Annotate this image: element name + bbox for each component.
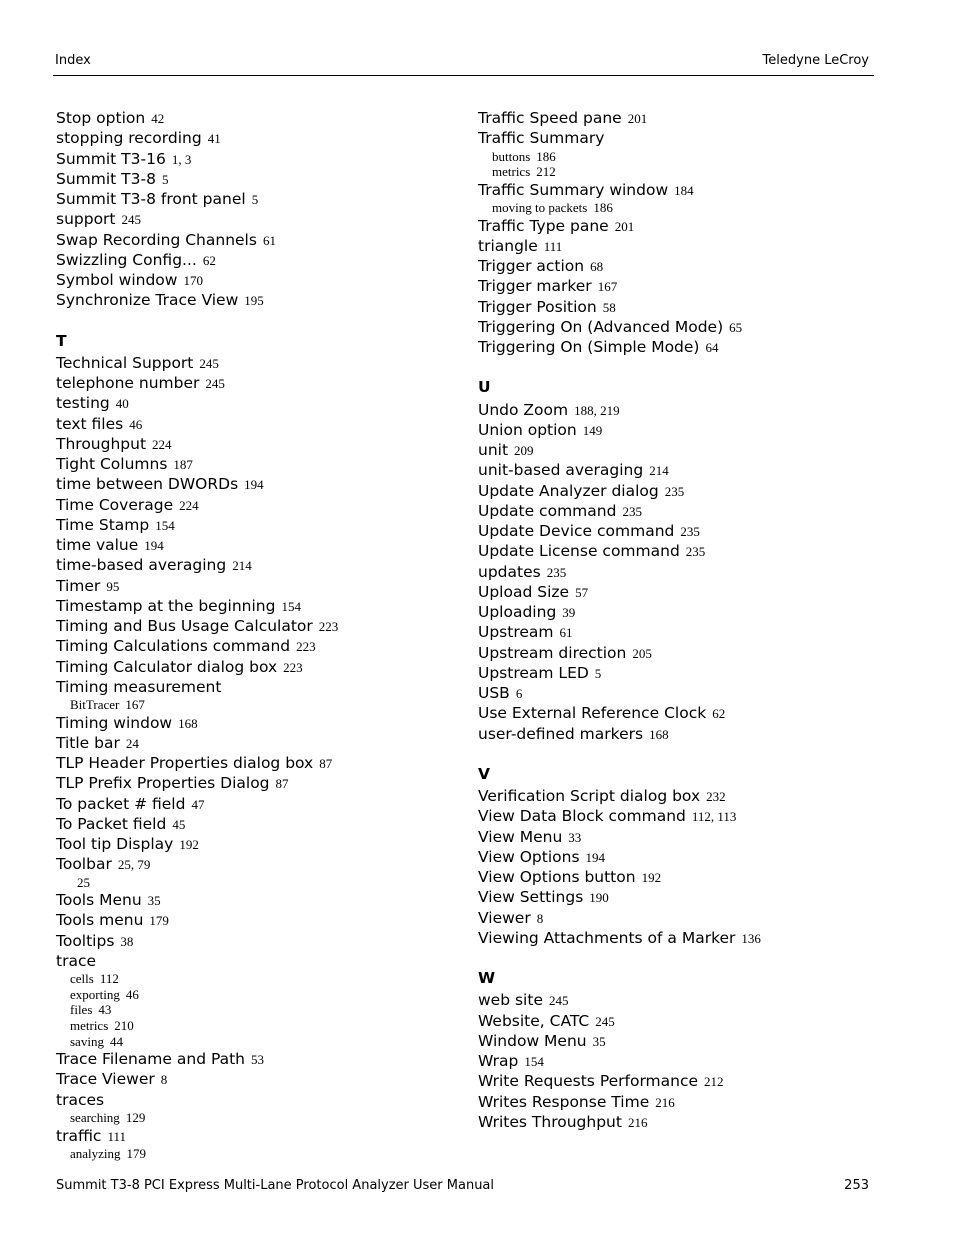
index-entry [56, 834, 456, 854]
index-page-numbers: 214 [649, 463, 669, 479]
index-entry [56, 733, 456, 753]
index-page-numbers: 8 [160, 1072, 168, 1088]
index-term: buttons [492, 148, 531, 164]
index-entry [478, 602, 878, 622]
index-page-numbers: 1, 3 [171, 151, 192, 167]
index-entry [478, 400, 878, 420]
index-term: Swap Recording Channels [56, 230, 257, 249]
index-term: time value [56, 536, 139, 554]
index-entry [56, 515, 456, 535]
index-page-numbers: 47 [191, 796, 205, 812]
index-section-letter: T [56, 331, 67, 350]
index-term: Update command [478, 501, 617, 520]
index-page-numbers: 87 [319, 756, 333, 772]
index-term: Verification Script dialog box [478, 787, 701, 806]
index-entry [56, 128, 456, 148]
index-page-numbers: 87 [275, 776, 289, 792]
index-section-letter: V [478, 764, 490, 783]
index-page-numbers: 192 [641, 870, 662, 886]
index-term: Synchronize Trace View [56, 291, 239, 310]
index-page-numbers: 190 [589, 890, 609, 906]
index-term: time between DWORDs [56, 475, 239, 494]
index-page-numbers: 187 [173, 457, 193, 472]
index-term: Timing and Bus Usage Calculator [56, 617, 313, 635]
index-page-numbers: 205 [632, 645, 652, 661]
index-term: Timing Calculations command [56, 637, 291, 656]
index-entry [56, 108, 456, 128]
index-term: saving [70, 1033, 104, 1049]
index-entry [56, 434, 456, 454]
index-term: Traffic Speed pane [478, 109, 622, 127]
index-term: Upstream [478, 623, 554, 642]
index-page-numbers: 170 [183, 273, 203, 288]
index-page-numbers: 65 [729, 319, 743, 335]
index-term: View Menu [478, 827, 563, 846]
index-subentry [56, 987, 456, 1003]
index-term: trace [56, 951, 97, 970]
index-term: searching [70, 1109, 120, 1125]
index-term: Trace Viewer [56, 1070, 155, 1089]
index-entry [478, 622, 878, 642]
index-term: Timestamp at the beginning [56, 596, 276, 615]
index-subentry [56, 971, 456, 987]
index-term: Trace Filename and Path [56, 1050, 246, 1069]
index-entry [56, 596, 456, 616]
index-entry [478, 337, 878, 357]
index-page-numbers: 6 [515, 686, 523, 702]
index-term: Tools menu [56, 911, 144, 930]
index-term: Viewing Attachments of a Marker [478, 928, 736, 947]
index-page-numbers: 112, 113 [691, 809, 737, 825]
index-entry [478, 108, 878, 128]
index-term: Summit T3-8 front panel [56, 190, 246, 208]
index-entry [478, 501, 878, 521]
index-page-numbers: 53 [251, 1052, 265, 1068]
index-entry [56, 189, 456, 209]
index-page-numbers: 212 [536, 164, 556, 180]
index-subentry [56, 1034, 456, 1050]
index-entry [56, 149, 456, 169]
index-entry [478, 1092, 878, 1112]
index-page-numbers: 43 [98, 1002, 112, 1018]
index-page-numbers: 201 [614, 218, 635, 234]
index-entry [478, 582, 878, 602]
index-term: Trigger marker [478, 277, 592, 296]
index-term: Tight Columns [56, 455, 168, 473]
index-page-numbers: 167 [125, 697, 145, 712]
index-entry [56, 854, 456, 874]
index-entry [56, 535, 456, 555]
index-page-numbers: 179 [149, 913, 169, 929]
index-entry [56, 773, 456, 793]
index-page-numbers: 235 [685, 544, 706, 560]
index-page-numbers: 33 [568, 829, 582, 845]
index-entry [56, 576, 456, 596]
index-page-numbers: 62 [202, 252, 216, 268]
index-term: traces [56, 1090, 105, 1109]
index-term: Summit T3-16 [56, 149, 166, 168]
index-entry [56, 169, 456, 189]
index-subentry [56, 875, 456, 891]
index-entry [56, 636, 456, 656]
index-entry [56, 1126, 456, 1146]
index-page-numbers: 5 [161, 171, 169, 187]
index-term: Trigger action [478, 257, 585, 276]
header-rule [53, 75, 874, 76]
index-term: Time Coverage [56, 495, 174, 514]
index-term: stopping recording [56, 129, 202, 148]
index-page-numbers: 39 [562, 605, 576, 621]
index-term: TLP Prefix Properties Dialog [56, 774, 270, 793]
index-term: Viewer [478, 908, 531, 927]
index-page-numbers: 25, 79 [117, 857, 151, 873]
index-subentry [56, 1018, 456, 1034]
index-term: BitTracer [70, 697, 120, 712]
index-term: Symbol window [56, 271, 178, 289]
index-term: Wrap [478, 1052, 519, 1071]
index-entry [478, 663, 878, 683]
index-term: Website, CATC [478, 1011, 590, 1030]
index-entry [478, 562, 878, 582]
index-entry [478, 786, 878, 806]
index-page-numbers: 64 [705, 340, 719, 356]
index-entry [478, 541, 878, 561]
index-page-numbers: 245 [595, 1013, 615, 1029]
index-page-numbers: 179 [126, 1145, 147, 1161]
index-entry [56, 616, 456, 636]
index-entry [478, 908, 878, 928]
index-page-numbers: 112 [99, 971, 119, 987]
index-subentry [56, 1146, 456, 1162]
index-term: testing [56, 394, 110, 413]
index-subentry [478, 149, 878, 165]
index-entry [56, 454, 456, 474]
index-term: USB [478, 684, 510, 703]
index-subentry [478, 164, 878, 180]
index-entry [56, 794, 456, 814]
index-entry [56, 230, 456, 250]
index-entry [478, 928, 878, 948]
index-entry [478, 887, 878, 907]
index-term: Stop option [56, 109, 146, 127]
index-page-numbers: 232 [706, 789, 726, 805]
index-entry [56, 209, 456, 229]
index-entry [478, 128, 878, 148]
index-page-numbers: 38 [120, 933, 134, 949]
index-term: Timer [56, 576, 101, 595]
index-page-numbers: 35 [147, 893, 161, 909]
index-entry [56, 657, 456, 677]
index-term: telephone number [56, 374, 200, 392]
index-page-numbers: 184 [674, 182, 694, 198]
index-entry [478, 724, 878, 744]
index-term: Window Menu [478, 1031, 587, 1050]
index-term: Timing Calculator dialog box [56, 657, 278, 676]
index-entry [478, 1011, 878, 1031]
index-entry [56, 677, 456, 697]
index-entry [56, 393, 456, 413]
index-entry [56, 1049, 456, 1069]
index-entry [478, 867, 878, 887]
index-term: View Options button [478, 868, 636, 887]
index-term: Time Stamp [56, 515, 150, 534]
index-page-numbers: 58 [602, 299, 616, 315]
index-term: traffic [56, 1126, 102, 1145]
index-term: Writes Response Time [478, 1092, 650, 1111]
index-term: analyzing [70, 1145, 121, 1161]
index-term: Throughput [56, 434, 147, 453]
index-entry [478, 806, 878, 826]
index-page-numbers: 154 [524, 1054, 544, 1070]
index-page-numbers: 235 [664, 483, 685, 499]
index-page-numbers: 245 [205, 376, 225, 391]
index-term: moving to packets [492, 199, 588, 215]
index-page-numbers: 188, 219 [574, 402, 620, 418]
index-page-numbers: 46 [129, 416, 143, 432]
index-page-numbers: 61 [559, 625, 573, 641]
index-page-numbers: 224 [179, 497, 199, 513]
index-entry [56, 931, 456, 951]
index-page-numbers: 40 [115, 396, 129, 412]
index-entry [478, 460, 878, 480]
index-term: View Settings [478, 888, 584, 907]
index-entry [56, 555, 456, 575]
index-page-numbers: 42 [151, 111, 165, 126]
index-page-numbers: 111 [543, 238, 563, 254]
index-term: Traffic Type pane [478, 216, 609, 235]
index-subentry [56, 1002, 456, 1018]
index-entry [478, 276, 878, 296]
index-page-numbers: 186 [536, 148, 556, 164]
index-term: metrics [70, 1017, 109, 1033]
index-column-right [478, 108, 878, 1132]
index-entry [56, 910, 456, 930]
index-subentry [56, 697, 456, 713]
index-page-numbers: 224 [152, 436, 172, 452]
header-right-text: Teledyne LeCroy [762, 53, 869, 68]
index-term: cells [70, 971, 94, 987]
footer-page-number: 253 [844, 1178, 869, 1193]
index-page-numbers: 25 [77, 874, 90, 890]
index-page-numbers: 154 [155, 517, 175, 533]
index-term: Update Device command [478, 522, 675, 541]
index-page-numbers: 154 [281, 598, 301, 614]
index-term: unit [478, 441, 509, 460]
index-entry [478, 990, 878, 1010]
index-term: Upstream LED [478, 663, 589, 682]
index-page-numbers: 136 [741, 930, 761, 946]
index-term: Tool tip Display [56, 835, 174, 854]
index-entry [478, 643, 878, 663]
index-entry [478, 827, 878, 847]
index-term: Traffic Summary [478, 129, 605, 148]
index-entry [56, 951, 456, 971]
index-term: triangle [478, 236, 538, 255]
index-page-numbers: 111 [107, 1128, 127, 1144]
index-entry [478, 703, 878, 723]
index-page-numbers: 8 [536, 910, 544, 926]
index-entry [478, 420, 878, 440]
index-page-numbers: 168 [178, 715, 198, 731]
index-term: Tooltips [56, 931, 115, 950]
index-page-numbers: 210 [114, 1017, 134, 1033]
index-page-numbers: 235 [622, 503, 642, 519]
index-term: Timing window [56, 713, 173, 732]
index-page-numbers: 216 [627, 1114, 648, 1130]
index-term: Timing measurement [56, 677, 222, 696]
index-term: Write Requests Performance [478, 1072, 699, 1091]
index-page-numbers: 46 [125, 986, 139, 1002]
index-section-letter: U [478, 378, 491, 397]
footer-manual-title: Summit T3-8 PCI Express Multi-Lane Protocol Analyzer User Manual [56, 1178, 495, 1193]
index-page-numbers: 192 [179, 837, 199, 853]
index-term: Update License command [478, 542, 680, 561]
index-page-numbers: 209 [514, 443, 534, 459]
index-term: Summit T3-8 [56, 169, 156, 188]
index-page-numbers: 45 [172, 816, 186, 832]
index-page-numbers: 62 [712, 706, 726, 722]
index-page-numbers: 223 [318, 619, 339, 634]
index-term: Technical Support [56, 353, 194, 372]
index-term: Swizzling Config... [56, 250, 197, 269]
index-term: Triggering On (Simple Mode) [478, 338, 700, 357]
index-page-numbers: 68 [590, 259, 604, 275]
index-page-numbers: 216 [655, 1094, 675, 1110]
index-term: To packet # field [56, 794, 186, 813]
index-term: user-defined markers [478, 724, 644, 743]
index-entry [56, 1069, 456, 1089]
index-page-numbers: 168 [649, 726, 669, 742]
index-page-numbers: 44 [109, 1033, 123, 1049]
index-page-numbers: 5 [594, 665, 602, 681]
index-term: updates [478, 562, 541, 581]
index-entry [478, 256, 878, 276]
index-page-numbers: 245 [199, 355, 219, 371]
index-section-letter: W [478, 969, 496, 988]
index-term: To Packet field [56, 814, 167, 833]
index-column-left [56, 108, 456, 1161]
index-page-numbers: 35 [592, 1033, 606, 1049]
index-entry [478, 440, 878, 460]
index-page-numbers: 186 [593, 199, 613, 215]
index-entry [56, 373, 456, 393]
index-page-numbers: 167 [597, 279, 618, 295]
index-page-numbers: 201 [627, 111, 648, 126]
index-page-numbers: 41 [207, 131, 221, 147]
index-term: View Data Block command [478, 807, 686, 826]
index-subentry [56, 1110, 456, 1126]
index-entry [478, 1071, 878, 1091]
index-entry [56, 1090, 456, 1110]
index-page-numbers: 24 [125, 735, 139, 751]
index-page-numbers: 235 [546, 564, 567, 580]
index-entry [56, 353, 456, 373]
index-term: Upstream direction [478, 643, 627, 662]
index-term: Trigger Position [478, 297, 597, 316]
index-page-numbers: 129 [125, 1109, 146, 1125]
index-entry [478, 683, 878, 703]
index-entry [56, 414, 456, 434]
index-term: Undo Zoom [478, 400, 569, 419]
index-page-numbers: 223 [296, 639, 316, 655]
index-term: metrics [492, 164, 531, 180]
index-term: Writes Throughput [478, 1112, 622, 1131]
index-entry [478, 1031, 878, 1051]
index-term: Title bar [56, 733, 120, 752]
index-subentry [478, 200, 878, 216]
index-entry [56, 753, 456, 773]
header-left-text: Index [55, 53, 91, 68]
index-term: support [56, 210, 116, 229]
index-entry [56, 270, 456, 290]
index-entry [56, 250, 456, 270]
index-entry [56, 290, 456, 310]
index-entry [56, 713, 456, 733]
index-term: web site [478, 991, 543, 1010]
index-entry [478, 521, 878, 541]
index-page-numbers: 214 [232, 558, 252, 574]
index-entry [478, 180, 878, 200]
index-entry [478, 297, 878, 317]
index-entry [478, 847, 878, 867]
index-page-numbers: 212 [704, 1074, 724, 1090]
index-term: Uploading [478, 603, 557, 622]
index-page-numbers: 194 [585, 849, 606, 865]
index-entry [478, 216, 878, 236]
index-entry [56, 495, 456, 515]
index-entry [478, 236, 878, 256]
index-page-numbers: 195 [244, 293, 264, 309]
index-term: TLP Header Properties dialog box [56, 754, 314, 773]
index-term: Upload Size [478, 582, 570, 601]
index-entry [56, 890, 456, 910]
index-entry [478, 317, 878, 337]
index-term: exporting [70, 986, 120, 1002]
index-page-numbers: 223 [283, 659, 303, 675]
index-term: Union option [478, 420, 577, 439]
index-page-numbers: 245 [121, 212, 142, 228]
index-page-numbers: 5 [251, 192, 259, 207]
index-term: files [70, 1002, 93, 1018]
index-page-numbers: 245 [548, 993, 569, 1009]
index-page-numbers: 194 [244, 477, 264, 493]
index-term: View Options [478, 847, 580, 866]
index-page-numbers: 95 [106, 578, 120, 594]
index-page-numbers: 149 [582, 422, 603, 438]
index-term: Use External Reference Clock [478, 704, 707, 723]
index-page-numbers: 235 [680, 524, 700, 540]
index-page-numbers: 61 [262, 232, 276, 248]
index-term: unit-based averaging [478, 461, 644, 480]
index-term: Toolbar [56, 855, 112, 874]
index-term: Update Analyzer dialog [478, 481, 659, 500]
index-page-numbers: 194 [144, 538, 164, 553]
index-page-numbers: 57 [575, 584, 589, 600]
index-entry [478, 481, 878, 501]
index-entry [478, 1051, 878, 1071]
index-term: Traffic Summary window [478, 180, 669, 199]
index-entry [478, 1112, 878, 1132]
index-term: Triggering On (Advanced Mode) [478, 317, 724, 336]
index-term: time-based averaging [56, 556, 227, 575]
index-entry [56, 814, 456, 834]
index-entry [56, 474, 456, 494]
index-term: text files [56, 414, 124, 433]
index-term: Tools Menu [56, 891, 142, 910]
